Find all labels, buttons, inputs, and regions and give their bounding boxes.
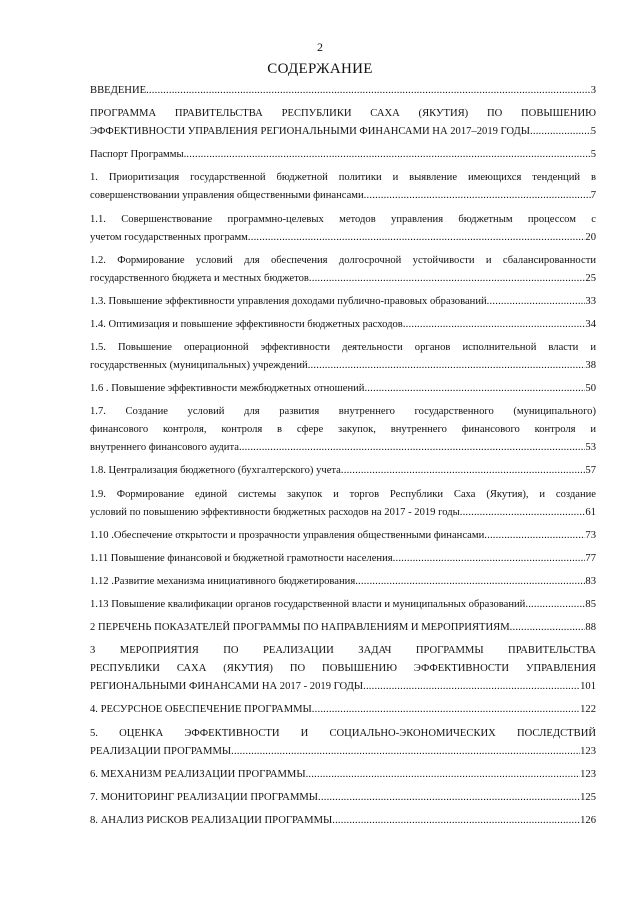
toc-entry-line: [90, 660, 596, 678]
toc-entry[interactable]: [90, 573, 596, 591]
toc-entry[interactable]: [90, 82, 596, 100]
toc-entry[interactable]: [90, 252, 596, 288]
toc-page-number: 50: [585, 383, 596, 395]
toc-entry-line: [90, 187, 596, 205]
toc-page-number: 77: [585, 552, 596, 564]
toc-entry-text: 1.7. Создание условий для развития внутреннего государственного (муниципального): [90, 406, 596, 418]
dot-leader: [308, 357, 586, 375]
toc-entry-line: [90, 678, 596, 696]
toc-page-number: 88: [585, 622, 596, 634]
toc-page-number: 5: [590, 126, 596, 138]
dot-leader: [393, 550, 586, 568]
toc-entry-line: [90, 169, 596, 187]
toc-entry-line: [90, 252, 596, 270]
toc-entry[interactable]: [90, 766, 596, 784]
toc-entry-text: учетом государственных программ: [90, 231, 248, 243]
toc-entry-text: 1.1. Совершенствование программно-целевых методов управления бюджетным процессом с: [90, 213, 596, 225]
toc-entry-line: [90, 812, 596, 830]
toc-entry-text: 5. ОЦЕНКА ЭФФЕКТИВНОСТИ И СОЦИАЛЬНО-ЭКОНОМИЧЕСКИХ ПОСЛЕДСТВИЙ: [90, 727, 596, 739]
toc-entry[interactable]: [90, 789, 596, 807]
dot-leader: [332, 812, 580, 830]
toc-entry[interactable]: [90, 316, 596, 334]
dot-leader: [231, 743, 580, 761]
dot-leader: [487, 293, 586, 311]
toc-entry-line: [90, 316, 596, 334]
toc-page-number: 85: [585, 599, 596, 610]
toc-entry-text: 1.13 Повышение квалификации органов государственной власти и муниципальных образований: [90, 599, 526, 610]
toc-entry-text: РЕСПУБЛИКИ САХА (ЯКУТИЯ) ПО ПОВЫШЕНИЮ ЭФФЕКТИВНОСТИ УПРАВЛЕНИЯ: [90, 663, 596, 675]
toc-entry-line: [90, 789, 596, 807]
toc-entry[interactable]: [90, 293, 596, 311]
toc-entry-line: [90, 357, 596, 375]
toc-entry-line: [90, 211, 596, 229]
toc-entry[interactable]: [90, 380, 596, 398]
toc-entry[interactable]: [90, 642, 596, 696]
table-of-contents: [90, 82, 596, 830]
toc-entry-line: [90, 504, 596, 522]
toc-page-number: 101: [580, 681, 596, 693]
toc-entry[interactable]: [90, 527, 596, 545]
toc-entry[interactable]: [90, 619, 596, 637]
page-title: СОДЕРЖАНИЕ: [267, 61, 373, 77]
dot-leader: [460, 504, 586, 522]
dot-leader: [146, 82, 591, 100]
toc-entry-text: 6. МЕХАНИЗМ РЕАЛИЗАЦИИ ПРОГРАММЫ: [90, 768, 306, 780]
toc-entry-line: [90, 550, 596, 568]
toc-page-number: 7: [590, 190, 596, 202]
toc-entry-line: [90, 743, 596, 761]
toc-entry-text: 2 ПЕРЕЧЕНЬ ПОКАЗАТЕЛЕЙ ПРОГРАММЫ ПО НАПРАВЛЕНИЯМ И МЕРОПРИЯТИЯМ: [90, 622, 510, 634]
toc-page-number: 122: [580, 704, 596, 716]
dot-leader: [530, 123, 591, 141]
toc-entry-text: 1.11 Повышение финансовой и бюджетной грамотности населения: [90, 552, 393, 564]
dot-leader: [318, 789, 580, 807]
toc-page-number: 5: [590, 149, 596, 161]
toc-entry-line: [90, 486, 596, 504]
toc-entry-text: 1.10 .Обеспечение открытости и прозрачности управления общественными финансами: [90, 529, 485, 541]
dot-leader: [525, 596, 585, 614]
toc-entry-line: [90, 619, 596, 637]
dot-leader: [363, 678, 580, 696]
toc-entry-line: [90, 229, 596, 247]
toc-entry-text: Паспорт Программы: [90, 149, 184, 161]
toc-page-number: 34: [585, 318, 596, 330]
toc-entry-text: совершенствовании управления общественными финансами: [90, 190, 364, 202]
toc-entry-text: финансового контроля, контроля в сфере закупок, внутреннего финансового контроля и: [90, 424, 596, 436]
toc-page-number: 57: [585, 465, 596, 477]
toc-entry-line: [90, 642, 596, 660]
toc-page-number: 25: [585, 272, 596, 284]
toc-entry-line: [90, 462, 596, 480]
toc-entry-line: [90, 439, 596, 457]
toc-entry[interactable]: [90, 169, 596, 205]
toc-entry[interactable]: [90, 486, 596, 522]
toc-entry[interactable]: [90, 596, 596, 614]
toc-entry[interactable]: [90, 403, 596, 457]
toc-page-number: 20: [585, 231, 596, 243]
toc-entry-text: внутреннего финансового аудита: [90, 442, 239, 454]
toc-entry[interactable]: [90, 462, 596, 480]
dot-leader: [364, 380, 585, 398]
dot-leader: [341, 462, 586, 480]
dot-leader: [364, 187, 591, 205]
dot-leader: [484, 527, 585, 545]
toc-entry-line: [90, 380, 596, 398]
toc-entry-text: государственного бюджета и местных бюджетов: [90, 272, 309, 284]
toc-entry-line: [90, 701, 596, 719]
toc-page-number: 123: [580, 768, 596, 780]
toc-page-number: 125: [580, 791, 596, 803]
toc-entry[interactable]: [90, 105, 596, 141]
toc-page-number: 33: [585, 295, 596, 307]
dot-leader: [239, 439, 585, 457]
toc-entry-line: [90, 573, 596, 591]
toc-entry-text: 4. РЕСУРСНОЕ ОБЕСПЕЧЕНИЕ ПРОГРАММЫ: [90, 704, 312, 716]
toc-entry-text: государственных (муниципальных) учреждений: [90, 360, 308, 371]
toc-entry-text: 1. Приоритизация государственной бюджетной политики и выявление имеющихся тенденций в: [90, 172, 596, 184]
toc-entry-line: [90, 339, 596, 357]
toc-page-number: 123: [580, 745, 596, 757]
toc-entry-line: [90, 123, 596, 141]
toc-entry[interactable]: [90, 550, 596, 568]
toc-entry-text: 1.9. Формирование единой системы закупок и торгов Республики Саха (Якутия), и создание: [90, 488, 596, 500]
toc-entry[interactable]: [90, 725, 596, 761]
dot-leader: [309, 270, 586, 288]
toc-page-number: 53: [585, 442, 596, 454]
toc-entry[interactable]: [90, 146, 596, 164]
toc-entry-line: [90, 293, 596, 311]
toc-entry-text: РЕГИОНАЛЬНЫМИ ФИНАНСАМИ НА 2017 - 2019 ГОДЫ: [90, 681, 364, 693]
toc-entry-text: 8. АНАЛИЗ РИСКОВ РЕАЛИЗАЦИИ ПРОГРАММЫ: [90, 814, 333, 826]
toc-entry-text: 1.3. Повышение эффективности управления доходами публично-правовых образований: [90, 295, 487, 307]
toc-entry-text: 7. МОНИТОРИНГ РЕАЛИЗАЦИИ ПРОГРАММЫ: [90, 791, 319, 803]
toc-entry-line: [90, 82, 596, 100]
dot-leader: [184, 146, 591, 164]
toc-entry[interactable]: [90, 812, 596, 830]
toc-entry-text: РЕАЛИЗАЦИИ ПРОГРАММЫ: [90, 745, 232, 757]
dot-leader: [312, 701, 580, 719]
toc-entry[interactable]: [90, 339, 596, 375]
toc-page-number: 83: [585, 575, 596, 587]
toc-entry-text: 1.2. Формирование условий для обеспечения долгосрочной устойчивости и сбалансированности: [90, 254, 596, 266]
toc-entry-text: 1.12 .Развитие механизма инициативного бюджетирования: [90, 575, 356, 587]
toc-entry[interactable]: [90, 211, 596, 247]
toc-entry-text: условий по повышению эффективности бюджетных расходов на 2017 - 2019 годы: [90, 506, 460, 518]
toc-page-number: 126: [580, 814, 596, 826]
dot-leader: [403, 316, 586, 334]
toc-entry-text: 1.5. Повышение операционной эффективности деятельности органов исполнительной власти и: [90, 342, 596, 353]
toc-entry-text: ЭФФЕКТИВНОСТИ УПРАВЛЕНИЯ РЕГИОНАЛЬНЫМИ ФИНАНСАМИ НА 2017–2019 ГОДЫ: [90, 126, 531, 138]
toc-page-number: 73: [585, 529, 596, 541]
dot-leader: [355, 573, 585, 591]
toc-entry-line: [90, 105, 596, 123]
toc-entry-line: [90, 766, 596, 784]
toc-entry-line: [90, 725, 596, 743]
toc-page-number: 61: [585, 506, 596, 518]
toc-entry-line: [90, 403, 596, 421]
toc-entry-text: 1.8. Централизация бюджетного (бухгалтерского) учета: [90, 465, 341, 477]
toc-page-number: 3: [590, 85, 596, 96]
toc-entry-line: [90, 146, 596, 164]
toc-entry-line: [90, 596, 596, 614]
toc-entry-line: [90, 421, 596, 439]
toc-entry-line: [90, 270, 596, 288]
toc-entry-text: ПРОГРАММА ПРАВИТЕЛЬСТВА РЕСПУБЛИКИ САХА (ЯКУТИЯ) ПО ПОВЫШЕНИЮ: [90, 108, 596, 120]
dot-leader: [306, 766, 581, 784]
dot-leader: [510, 619, 586, 637]
toc-entry-line: [90, 527, 596, 545]
toc-entry-text: ВВЕДЕНИЕ: [90, 85, 147, 96]
toc-entry-text: 1.4. Оптимизация и повышение эффективности бюджетных расходов: [90, 318, 403, 330]
toc-entry-text: 1.6 . Повышение эффективности межбюджетных отношений: [90, 383, 365, 395]
toc-entry-text: 3 МЕРОПРИЯТИЯ ПО РЕАЛИЗАЦИИ ЗАДАЧ ПРОГРАММЫ ПРАВИТЕЛЬСТВА: [90, 645, 596, 657]
page-number: 2: [317, 40, 323, 54]
toc-entry[interactable]: [90, 701, 596, 719]
toc-page-number: 38: [585, 360, 596, 371]
dot-leader: [248, 229, 586, 247]
